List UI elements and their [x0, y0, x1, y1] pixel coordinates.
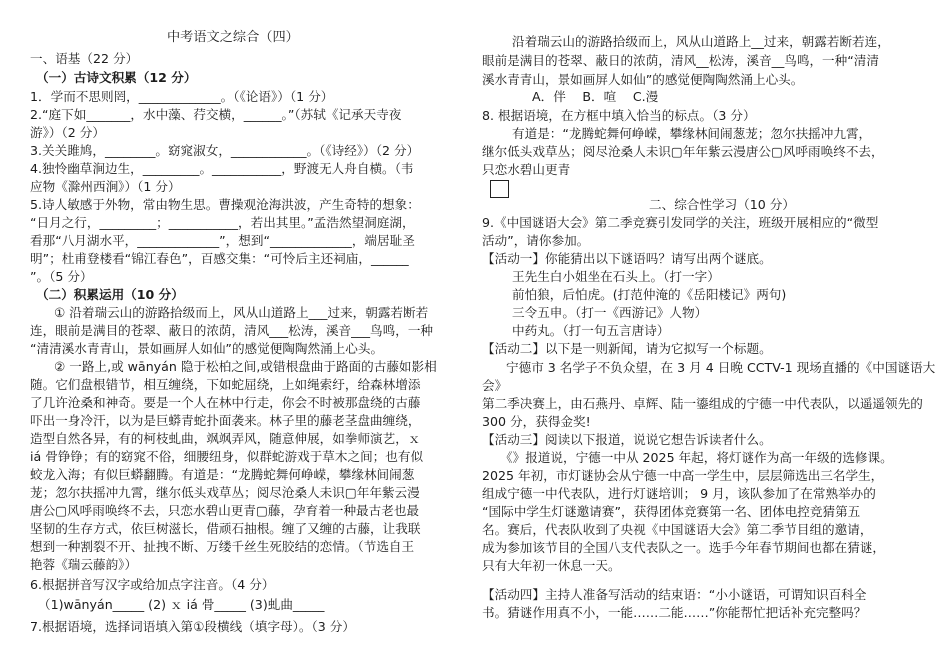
question-line: 8. 根据语境，在方框中填入恰当的标点。（3 分） [482, 108, 756, 123]
question-line: 3.关关雎鸠，________。窈窕淑女，____________。（《诗经》）（2 分） [30, 143, 420, 158]
report-line: 《》报道说，宁德一中从 2025 年起，将灯谜作为高一年级的选修课。 [500, 450, 893, 465]
question-line: 活动”，请你参加。 [482, 233, 590, 248]
question-line: 9.《中国谜语大会》第二季竞赛引发同学的关注，班级开展相应的“微型 [482, 215, 879, 230]
passage-line: 吓出一身冷汗，以为是巨蟒青蛇扑面袭来。林子里的藤老茎盘曲缠绕， [30, 413, 421, 428]
question-line: 2.“庭下如_______，水中藻、荇交横，______。”（苏轼《记承天寺夜 [30, 107, 402, 122]
activity-line: 书。猜谜作用真不小，一能……二能……”你能帮忙把话补充完整吗？ [482, 605, 867, 620]
report-line: 只有大年初一休息一天。 [482, 558, 621, 573]
passage-line: ① 沿着瑞云山的游路拾级而上，风从山道路上___过来，朝露若断若 [54, 305, 429, 320]
answer-options: A．伴 B．喧 C.漫 [532, 89, 659, 104]
question-line: 6.根据拼音写汉字或给加点字注音。（4 分） [30, 577, 275, 592]
passage-line: 造型自然各异，有的柯枝虬曲，飒飒弄风，随意伸展，如拳师演艺，ｘ [30, 431, 421, 446]
passage-line: 艳蓉《瑞云藤韵》） [30, 557, 138, 572]
news-line: 会》 [482, 378, 508, 393]
question-line: 1．学而不思则罔，_____________。（《论语》）（1 分） [30, 89, 334, 104]
passage-line: 沿着瑞云山的游路拾级而上，风从山道路上__过来，朝露若断若连， [512, 34, 890, 49]
question-line: ”。（5 分） [30, 269, 93, 284]
passage-line: 茏；忽尔扶摇冲九霄，继尔低头戏草丛；阅尽沧桑人未识▢年年紫云漫 [30, 485, 420, 500]
section-heading: 二、综合性学习（10 分） [649, 197, 795, 212]
passage-line: iá 骨铮铮；有的窈窕不俗，细腰纽身，似群蛇游戏于草木之间；也有似 [30, 449, 424, 464]
question-line: “日月之行，_________；___________，若出其里。”孟浩然望洞庭湖， [30, 215, 415, 230]
report-line: 组成宁德一中代表队，进行灯谜培训； 9 月，该队参加了在常熟举办的 [482, 486, 876, 501]
passage-line: 眼前是满目的苍翠、蔽日的浓荫，清风__松涛，溪音__鸟鸣，一种“清清 [482, 53, 879, 68]
question-line: 应物《滁州西涧》）（1 分） [30, 179, 181, 194]
riddle-line: 中药丸。（打一句五言唐诗） [512, 323, 670, 338]
passage-line: 有道是：“龙腾蛇舞何峥嵘，攀缘林间闹葱茏；忽尔扶摇冲九霄， [512, 126, 872, 141]
riddle-line: 前怕狼，后怕虎。(打范仲淹的《岳阳楼记》两句) [512, 287, 787, 302]
activity-heading: 【活动四】主持人准备写活动的结束语：“小小谜语，可谓知识百科全 [482, 587, 867, 602]
passage-line: 了几许沧桑和神奇。要是一个人在林中行走，你会不时被那盘绕的古藤 [30, 395, 421, 410]
question-line: 明”；杜甫登楼看“锦江春色”，百感交集：“可怜后主还祠庙，______ [30, 251, 409, 266]
report-line: 成为参加该节目的全国八支代表队之一。选手今年春节期间也都在猜谜， [482, 540, 885, 555]
question-line: 4.独怜幽草涧边生，_________。___________，野渡无人舟自横。（韦 [30, 161, 414, 176]
punctuation-answer-box [490, 180, 509, 198]
question-line: 看那“八月湖水平，_____________”，想到“_____________，端居耻圣 [30, 233, 415, 248]
question-line: 游》）（2 分） [30, 125, 105, 140]
passage-line: 蛟龙入海；有似巨蟒翻腾。有道是：“龙腾蛇舞何峥嵘，攀缘林间闹葱 [30, 467, 415, 482]
page-title: 中考语文之综合（四） [167, 30, 299, 45]
passage-line: 唐公▢风呼雨唤终不去，只恋水碧山更青▢藤，孕育着一种最古老也最 [30, 503, 420, 518]
question-line: （1)wānyán_____ (2) ｘ iá 骨_____ (3)虬曲_____ [38, 597, 325, 612]
news-line: 300 分，获得金奖! [482, 414, 591, 429]
riddle-line: 三令五申。（打一《西游记》人物） [512, 305, 708, 320]
passage-line: 只恋水碧山更青 [482, 162, 571, 177]
passage-line: “清清溪水青青山，景如画屏人如仙”的感觉便陶陶然涌上心头。 [30, 341, 384, 356]
passage-line: 继尔低头戏草丛；阅尽沧桑人未识▢年年紫云漫唐公▢风呼雨唤终不去， [482, 144, 884, 159]
subsection-heading: （二）积累运用（10 分） [36, 287, 184, 302]
report-line: “国际中学生灯谜邀请赛”，获得团体竞赛第一名、团体电控竞猜第五 [482, 504, 861, 519]
subsection-heading: （一）古诗文积累（12 分） [36, 70, 197, 85]
news-line: 宁德市 3 名学子不负众望，在 3 月 4 日晚 CCTV-1 现场直播的《中国谜语大 [506, 360, 936, 375]
activity-heading: 【活动一】你能猜出以下谜语吗？请写出两个谜底。 [482, 251, 772, 266]
question-line: 5.诗人敏感于外物，常由物生思。曹操观沧海洪波，产生奇特的想象： [30, 197, 420, 212]
passage-line: 随。它们盘根错节，相互缠绕，下如蛇屈绕，上如绳索纡，给森林增添 [30, 377, 421, 392]
passage-line: 想到一种割裂不开、扯拽不断、万缕千丝生死胶结的恋情。（节选自王 [30, 539, 415, 554]
passage-line: 坚韧的生存方式，依巨树滋长，借顽石抽根。缠了又缠的古藤，让我联 [30, 521, 421, 536]
news-line: 第二季决赛上，由石燕丹、卓辉、陆一鎏组成的宁德一中代表队，以遥遥领先的 [482, 396, 923, 411]
passage-line: 连，眼前是满目的苍翠、蔽日的浓荫，清风___松涛，溪音___鸟鸣，一种 [30, 323, 433, 338]
riddle-line: 王先生白小姐坐在石头上。（打一字） [512, 269, 720, 284]
passage-line: 溪水青青山，景如画屏人如仙”的感觉便陶陶然涌上心头。 [482, 72, 804, 87]
report-line: 2025 年初，市灯谜协会从宁德一中高一学生中，层层筛选出三名学生， [482, 468, 884, 483]
report-line: 名。赛后，代表队收到了央视《中国谜语大会》第二季节目组的邀请， [482, 522, 873, 537]
question-line: 7.根据语境，选择词语填入第①段横线（填字母）。（3 分） [30, 619, 355, 634]
activity-heading: 【活动三】阅读以下报道，说说它想告诉读者什么。 [482, 432, 772, 447]
section-heading: 一、语基（22 分） [30, 51, 139, 66]
passage-line: ② 一路上,或 wānyán 隐于松柏之间,或错根盘曲于路面的古藤如影相 [54, 359, 437, 374]
activity-heading: 【活动二】以下是一则新闻，请为它拟写一个标题。 [482, 341, 772, 356]
